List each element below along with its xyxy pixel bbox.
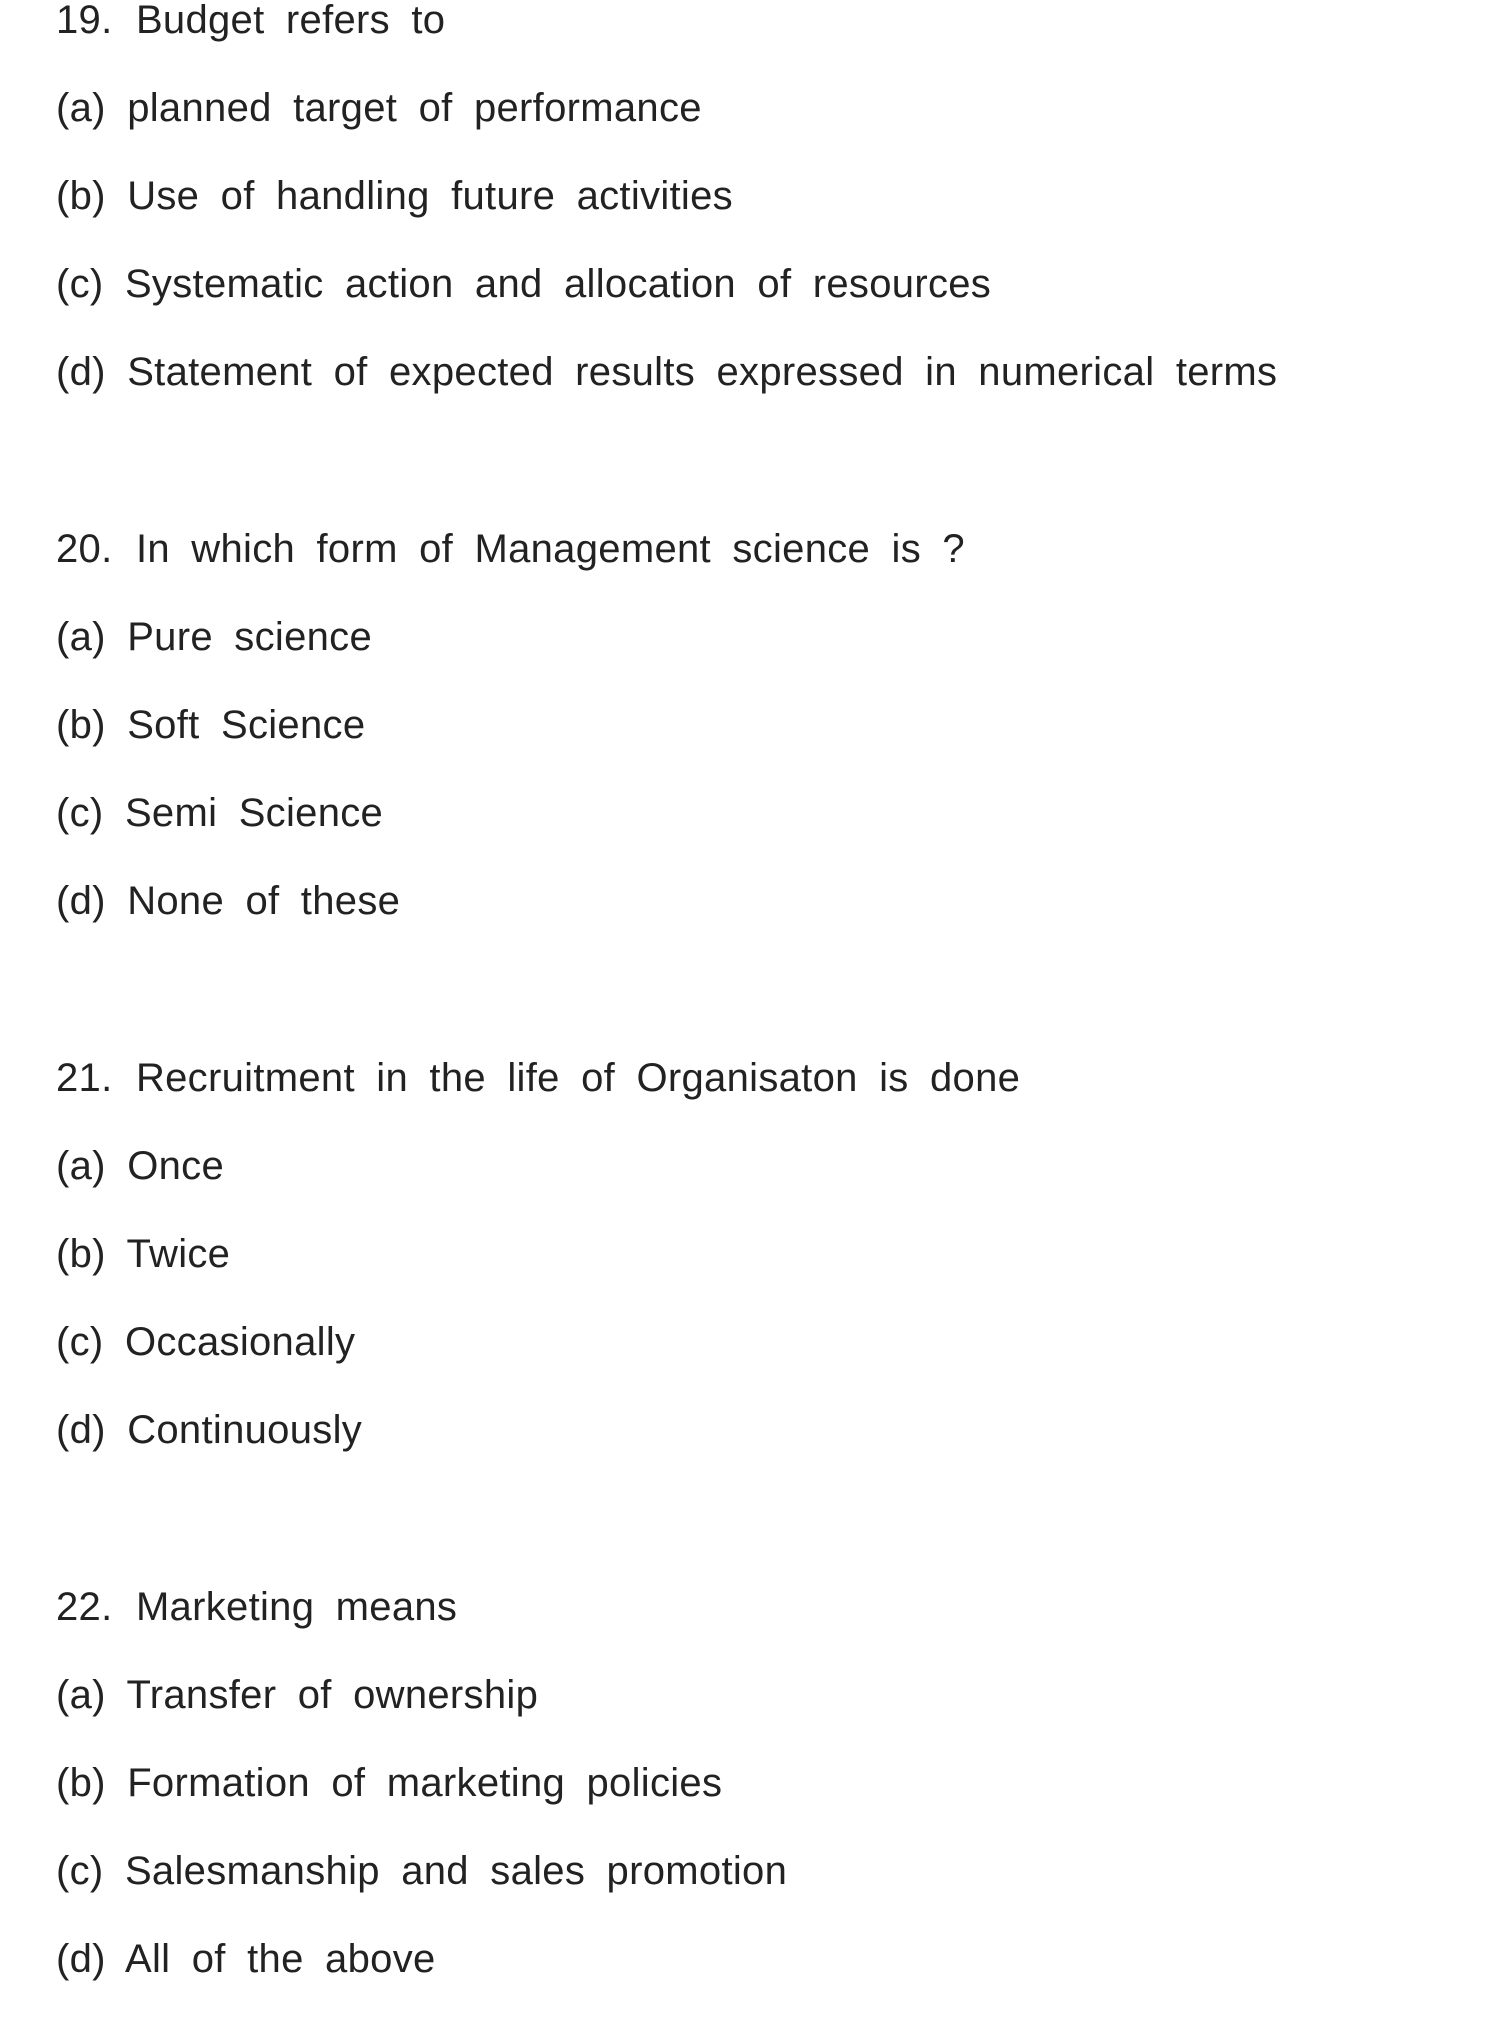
question-number: 20. (56, 527, 113, 571)
question-number: 19. (56, 0, 113, 42)
option-a: (a) Pure science (56, 615, 373, 659)
option-b: (b) Soft Science (56, 703, 366, 747)
question-number: 21. (56, 1056, 113, 1100)
option-c: (c) Systematic action and allocation of resources (56, 262, 992, 306)
question-stem (56, 0, 1456, 86)
option-b: (b) Formation of marketing policies (56, 1761, 723, 1805)
question-21 (56, 1056, 1456, 1496)
option-a: (a) Transfer of ownership (56, 1673, 539, 1717)
question-stem (56, 1056, 1456, 1144)
option-a: (a) planned target of performance (56, 86, 702, 130)
question-stem (56, 1585, 1456, 1673)
question-text: Marketing means (135, 1585, 458, 1629)
option-b: (b) Twice (56, 1232, 231, 1276)
option-c: (c) Semi Science (56, 791, 384, 835)
question-text: In which form of Management science is ? (135, 527, 965, 571)
option-d: (d) None of these (56, 879, 401, 923)
option-b: (b) Use of handling future activities (56, 174, 733, 218)
option-d: (d) Continuously (56, 1408, 363, 1452)
option-c: (c) Occasionally (56, 1320, 356, 1364)
option-c: (c) Salesmanship and sales promotion (56, 1849, 788, 1893)
question-19 (56, 0, 1456, 438)
question-20 (56, 527, 1456, 967)
question-text: Budget refers to (135, 0, 446, 42)
question-22 (56, 1585, 1456, 2025)
option-d: (d) Statement of expected results expressed in numerical terms (56, 350, 1278, 394)
question-number: 22. (56, 1585, 113, 1629)
option-a: (a) Once (56, 1144, 225, 1188)
question-stem (56, 527, 1456, 615)
question-text: Recruitment in the life of Organisaton is done (135, 1056, 1021, 1100)
option-d: (d) All of the above (56, 1937, 436, 1981)
